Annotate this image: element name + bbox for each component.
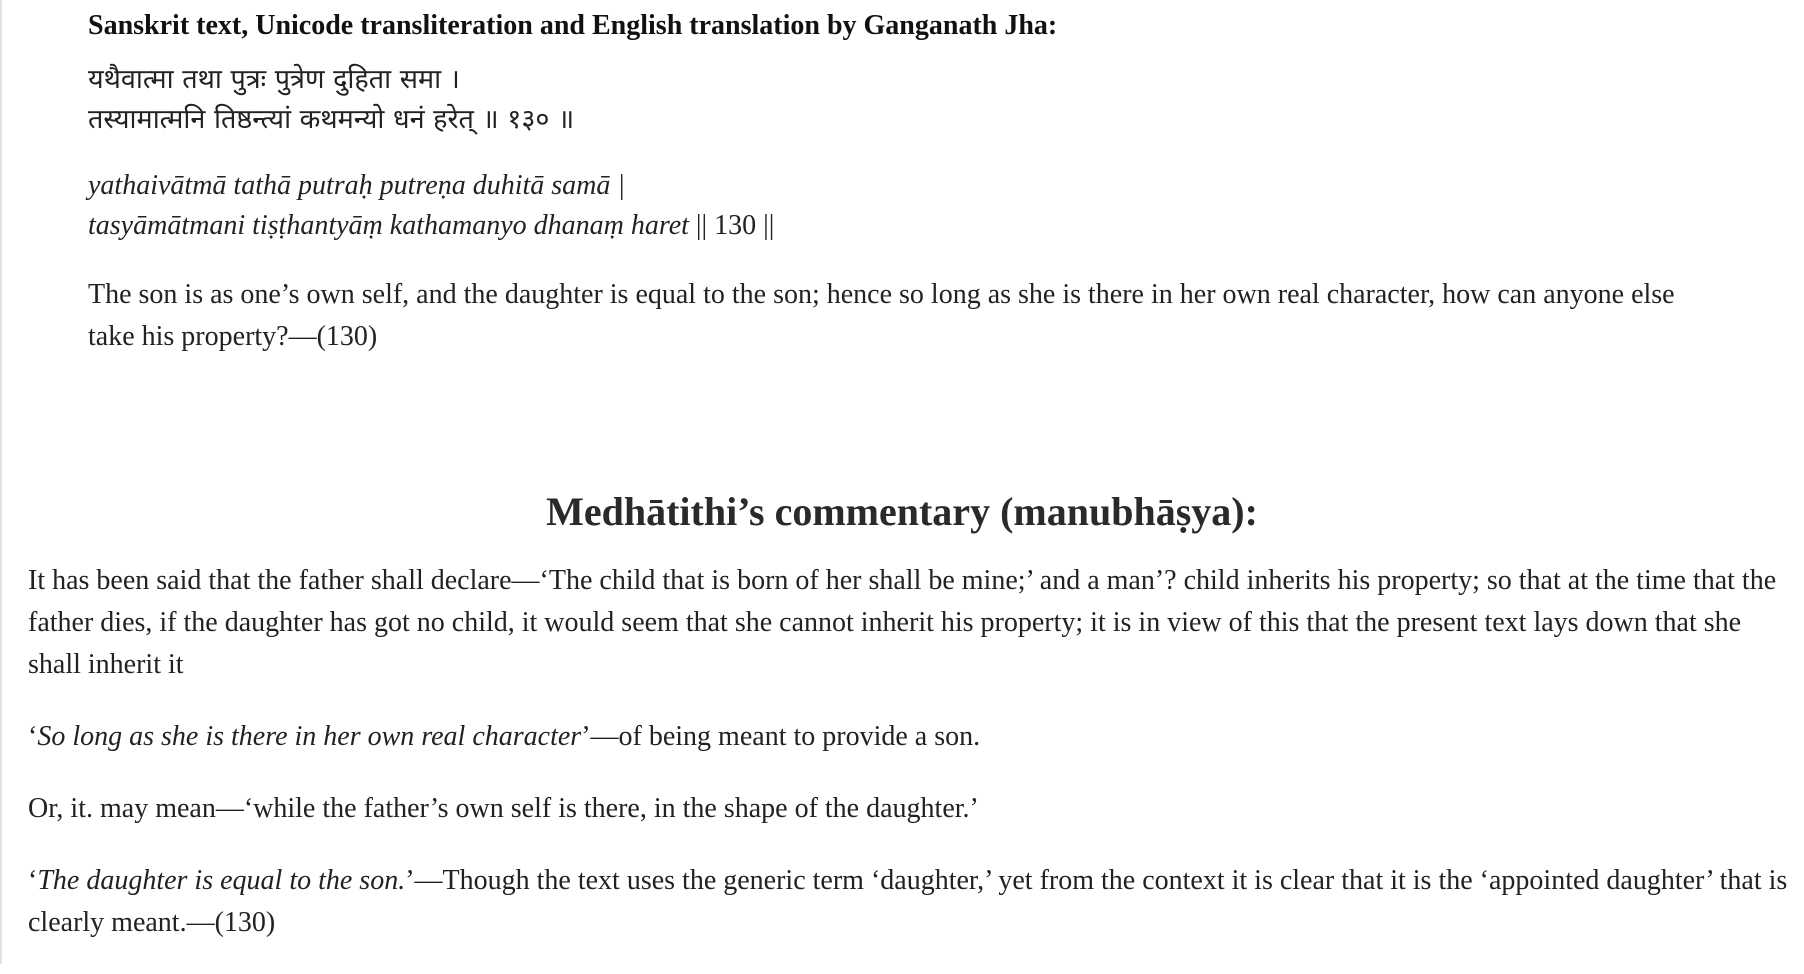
- commentary-paragraph-2-rest: ’—of being meant to provide a son.: [581, 721, 981, 752]
- transliteration-line-2-text: tasyāmātmani tiṣṭhantyāṃ kathamanyo dhanaṃ haret: [88, 210, 689, 241]
- commentary-paragraph-1: It has been said that the father shall declare—‘The child that is born of her shall be mine;’ and a man’? child inherits his property; so that at the time that the father dies, if the daughter has got no child, it would seem that she cannot inherit his property; it is in view of this that the present text lays down that she shall inherit it: [28, 565, 1777, 680]
- quote-open-mark: ‘: [28, 721, 38, 752]
- commentary-paragraph-3: Or, it. may mean—‘while the father’s own self is there, in the shape of the daughter.’: [28, 793, 979, 824]
- transliteration-line-1: yathaivātmā tathā putraḥ putreṇa duhitā samā |: [88, 170, 626, 201]
- quote-open-mark: ‘: [28, 865, 38, 896]
- commentary-paragraph-2: [28, 716, 1794, 758]
- sanskrit-line-1: यथैवात्मा तथा पुत्रः पुत्रेण दुहिता समा ।: [88, 64, 460, 95]
- sanskrit-verse: [88, 60, 1728, 140]
- verse-number: || 130 ||: [688, 210, 775, 241]
- source-heading: Sanskrit text, Unicode transliteration and English translation by Ganganath Jha:: [88, 10, 1058, 41]
- commentary-paragraph-4: [28, 860, 1794, 944]
- transliteration-line-2: [88, 206, 1728, 246]
- commentary-body: [28, 560, 1794, 974]
- transliteration-verse: [88, 166, 1728, 246]
- commentary-title: Medhātithi’s commentary (manubhāṣya):: [546, 489, 1258, 534]
- sanskrit-line-2: तस्यामात्मनि तिष्ठन्त्यां कथमन्यो धनं हरेत् ॥ १३० ॥: [88, 104, 575, 135]
- commentary-paragraph-4-rest: ’—Though the text uses the generic term ‘daughter,’ yet from the context it is clear that it is the ‘appointed daughter’ that is clearly meant.—(130): [28, 865, 1788, 938]
- verse-quote-block: [88, 8, 1728, 358]
- quoted-phrase: The daughter is equal to the son.: [37, 865, 406, 896]
- left-border-rule: [0, 0, 2, 964]
- english-translation: The son is as one’s own self, and the daughter is equal to the son; hence so long as she is there in her own real character, how can anyone else take his property?—(130): [88, 279, 1675, 352]
- quoted-phrase: So long as she is there in her own real character: [37, 721, 582, 752]
